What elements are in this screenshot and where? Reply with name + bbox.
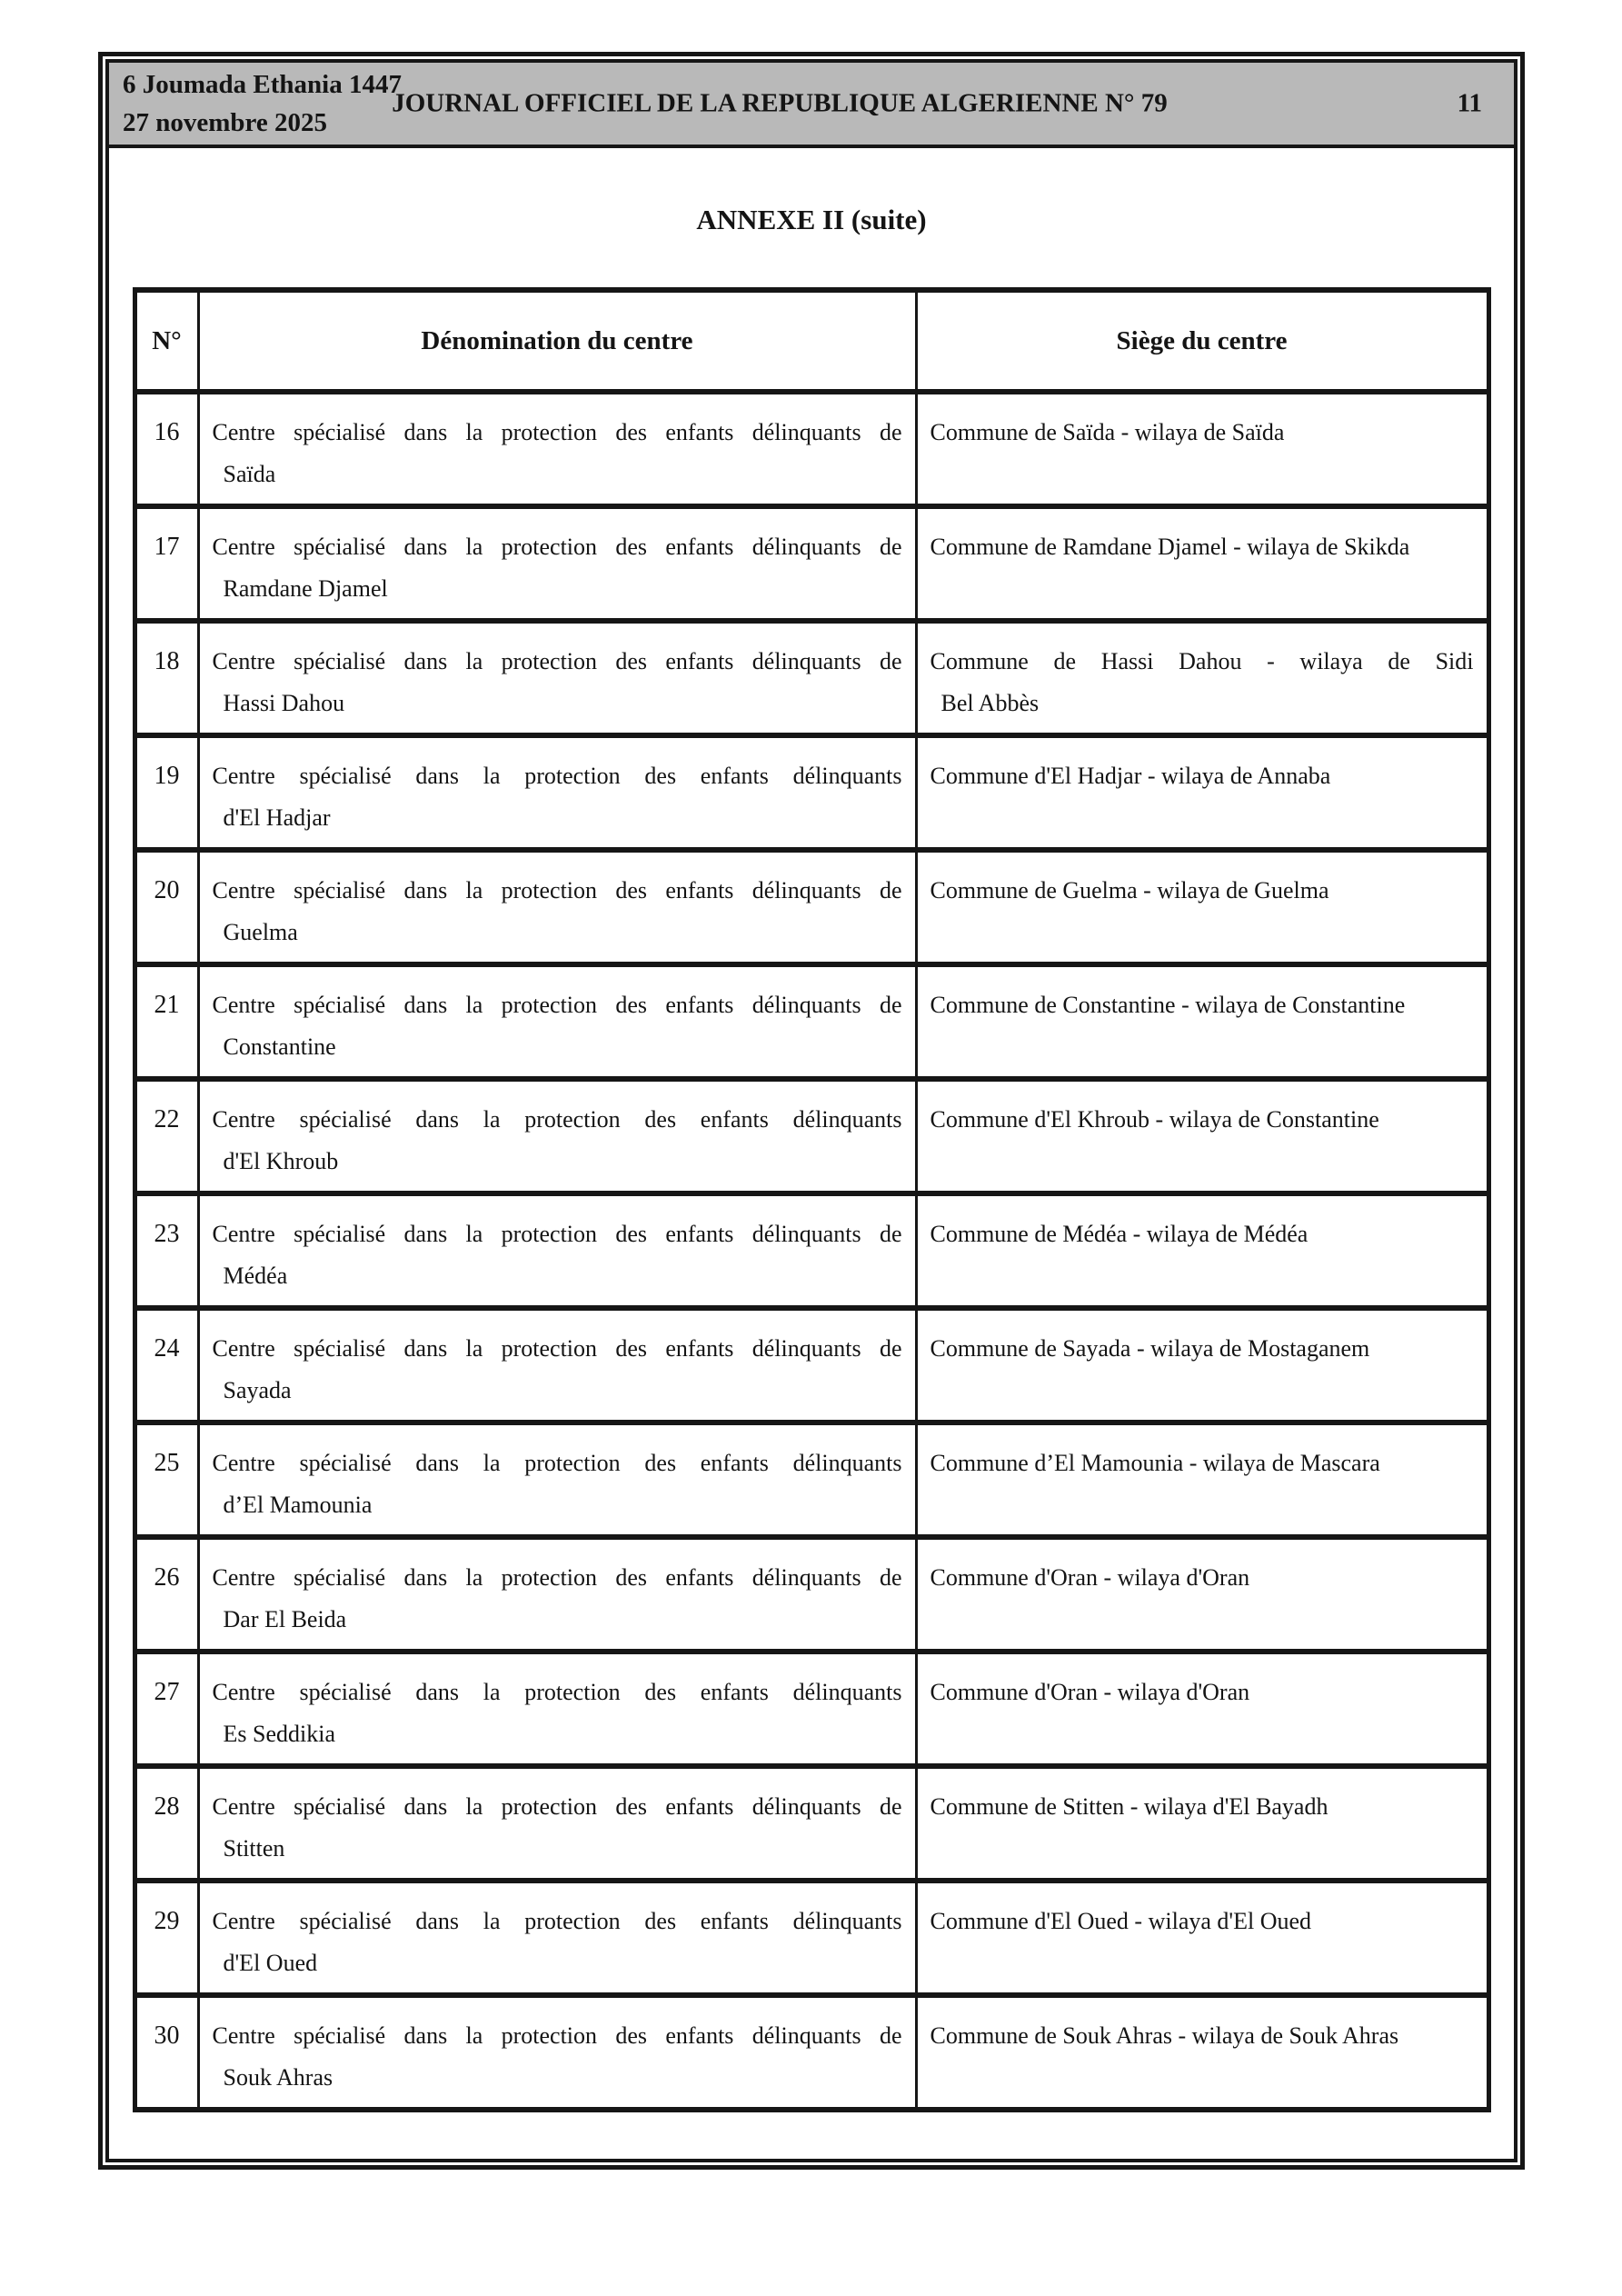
header-band bbox=[109, 63, 1514, 148]
centre-siege-line1: Commune de Médéa - wilaya de Médéa bbox=[930, 1221, 1309, 1247]
centre-siege-line1: Commune de Souk Ahras - wilaya de Souk Ahras bbox=[930, 2022, 1399, 2049]
table-row bbox=[134, 850, 1488, 964]
centre-denomination-line2: Souk Ahras bbox=[223, 2064, 333, 2091]
centre-denomination-line2: Ramdane Djamel bbox=[223, 575, 388, 602]
col-header-num: N° bbox=[134, 290, 198, 392]
centre-siege-cell bbox=[916, 1537, 1488, 1652]
row-number: 27 bbox=[134, 1652, 198, 1766]
centre-siege-line1: Commune de Ramdane Djamel - wilaya de Skikda bbox=[930, 534, 1410, 560]
centre-siege-line1: Commune d'El Oued - wilaya d'El Oued bbox=[930, 1908, 1312, 1934]
centre-denomination-line2: Constantine bbox=[223, 1033, 336, 1060]
table-header-row bbox=[134, 290, 1488, 392]
centre-siege-cell bbox=[916, 1881, 1488, 1995]
row-number: 24 bbox=[134, 1308, 198, 1423]
centre-siege-cell bbox=[916, 1308, 1488, 1423]
centre-siege-cell bbox=[916, 506, 1488, 621]
centre-denomination-cell bbox=[198, 506, 916, 621]
table-row bbox=[134, 1652, 1488, 1766]
table-row bbox=[134, 1079, 1488, 1193]
row-number: 17 bbox=[134, 506, 198, 621]
row-number: 19 bbox=[134, 735, 198, 850]
row-number: 30 bbox=[134, 1995, 198, 2110]
centre-denomination-line1: Centre spécialisé dans la protection des enfants délinquants bbox=[212, 1679, 902, 1705]
table-body bbox=[134, 392, 1488, 2110]
centres-table bbox=[133, 287, 1491, 2112]
row-number: 26 bbox=[134, 1537, 198, 1652]
row-number: 21 bbox=[134, 964, 198, 1079]
centre-siege-line1: Commune de Constantine - wilaya de Constantine bbox=[930, 992, 1406, 1018]
centre-siege-line1: Commune d'El Khroub - wilaya de Constantine bbox=[930, 1106, 1379, 1133]
table-row bbox=[134, 1423, 1488, 1537]
inner-frame bbox=[105, 59, 1518, 2162]
page-number: 11 bbox=[1457, 88, 1482, 118]
gregorian-date: 27 novembre 2025 bbox=[123, 108, 328, 137]
centre-denomination-line2: Guelma bbox=[223, 919, 298, 945]
centre-denomination-line1: Centre spécialisé dans la protection des enfants délinquants bbox=[212, 1450, 902, 1476]
row-number: 22 bbox=[134, 1079, 198, 1193]
centre-denomination-cell bbox=[198, 1423, 916, 1537]
centre-siege-line1: Commune de Saïda - wilaya de Saïda bbox=[930, 419, 1285, 445]
centre-denomination-cell bbox=[198, 1652, 916, 1766]
centre-denomination-line1: Centre spécialisé dans la protection des enfants délinquants de bbox=[212, 877, 902, 903]
table-row bbox=[134, 735, 1488, 850]
centre-siege-line1: Commune de Sayada - wilaya de Mostaganem bbox=[930, 1335, 1370, 1362]
centre-siege-line1: Commune de Guelma - wilaya de Guelma bbox=[930, 877, 1329, 903]
centre-denomination-line1: Centre spécialisé dans la protection des enfants délinquants de bbox=[212, 419, 902, 445]
row-number: 20 bbox=[134, 850, 198, 964]
centre-siege-line1: Commune d’El Mamounia - wilaya de Mascara bbox=[930, 1450, 1380, 1476]
centre-denomination-line2: d'El Oued bbox=[223, 1950, 318, 1976]
col-header-siege: Siège du centre bbox=[916, 290, 1488, 392]
centre-denomination-line1: Centre spécialisé dans la protection des enfants délinquants de bbox=[212, 2022, 902, 2049]
centre-siege-line2: Bel Abbès bbox=[940, 690, 1040, 716]
centre-denomination-cell bbox=[198, 964, 916, 1079]
centre-denomination-cell bbox=[198, 1766, 916, 1881]
centre-siege-cell bbox=[916, 1423, 1488, 1537]
row-number: 28 bbox=[134, 1766, 198, 1881]
centre-denomination-line1: Centre spécialisé dans la protection des enfants délinquants de bbox=[212, 534, 902, 560]
row-number: 29 bbox=[134, 1881, 198, 1995]
annexe-title: ANNEXE II (suite) bbox=[696, 204, 927, 235]
centre-denomination-cell bbox=[198, 1537, 916, 1652]
centre-denomination-line2: Dar El Beida bbox=[223, 1606, 347, 1632]
centre-denomination-line2: Saïda bbox=[223, 461, 276, 487]
centre-siege-line1: Commune d'Oran - wilaya d'Oran bbox=[930, 1679, 1250, 1705]
centre-denomination-line1: Centre spécialisé dans la protection des enfants délinquants bbox=[212, 763, 902, 789]
col-header-denomination: Dénomination du centre bbox=[198, 290, 916, 392]
centre-denomination-line1: Centre spécialisé dans la protection des enfants délinquants de bbox=[212, 1221, 902, 1247]
centre-denomination-cell bbox=[198, 850, 916, 964]
centre-denomination-line2: d’El Mamounia bbox=[223, 1492, 373, 1518]
centre-siege-cell bbox=[916, 1652, 1488, 1766]
page-frame bbox=[98, 52, 1525, 2170]
centre-siege-cell bbox=[916, 1079, 1488, 1193]
centre-denomination-cell bbox=[198, 1995, 916, 2110]
centre-siege-line1: Commune d'Oran - wilaya d'Oran bbox=[930, 1564, 1250, 1591]
centre-denomination-line2: Hassi Dahou bbox=[223, 690, 345, 716]
centre-denomination-line1: Centre spécialisé dans la protection des enfants délinquants de bbox=[212, 648, 902, 674]
centre-denomination-line2: Es Seddikia bbox=[223, 1721, 335, 1747]
centre-denomination-line1: Centre spécialisé dans la protection des enfants délinquants bbox=[212, 1106, 902, 1133]
centre-siege-cell bbox=[916, 1193, 1488, 1308]
row-number: 23 bbox=[134, 1193, 198, 1308]
table-row bbox=[134, 621, 1488, 735]
centre-denomination-line1: Centre spécialisé dans la protection des enfants délinquants de bbox=[212, 992, 902, 1018]
centre-siege-cell bbox=[916, 964, 1488, 1079]
table-row bbox=[134, 1193, 1488, 1308]
table-row bbox=[134, 1537, 1488, 1652]
centre-siege-cell bbox=[916, 392, 1488, 506]
centre-denomination-cell bbox=[198, 392, 916, 506]
centre-denomination-cell bbox=[198, 621, 916, 735]
centre-siege-cell bbox=[916, 621, 1488, 735]
centre-siege-line1: Commune d'El Hadjar - wilaya de Annaba bbox=[930, 763, 1331, 789]
centre-siege-cell bbox=[916, 1766, 1488, 1881]
table-row bbox=[134, 1766, 1488, 1881]
centre-denomination-cell bbox=[198, 1193, 916, 1308]
row-number: 18 bbox=[134, 621, 198, 735]
centre-siege-cell bbox=[916, 1995, 1488, 2110]
centre-siege-line1: Commune de Hassi Dahou - wilaya de Sidi bbox=[930, 648, 1474, 674]
centre-siege-cell bbox=[916, 735, 1488, 850]
centre-denomination-line1: Centre spécialisé dans la protection des enfants délinquants de bbox=[212, 1335, 902, 1362]
centre-siege-line1: Commune de Stitten - wilaya d'El Bayadh bbox=[930, 1793, 1328, 1820]
journal-title: JOURNAL OFFICIEL DE LA REPUBLIQUE ALGERIENNE N° 79 bbox=[392, 88, 1168, 118]
centre-denomination-line2: Médéa bbox=[223, 1263, 288, 1289]
centre-denomination-line2: Stitten bbox=[223, 1835, 285, 1862]
centre-denomination-line2: d'El Hadjar bbox=[223, 804, 331, 831]
centre-denomination-line2: Sayada bbox=[223, 1377, 292, 1403]
table-row bbox=[134, 1995, 1488, 2110]
centre-siege-cell bbox=[916, 850, 1488, 964]
centre-denomination-cell bbox=[198, 1881, 916, 1995]
table-row bbox=[134, 964, 1488, 1079]
row-number: 16 bbox=[134, 392, 198, 506]
centre-denomination-line1: Centre spécialisé dans la protection des enfants délinquants bbox=[212, 1908, 902, 1934]
table-row bbox=[134, 1308, 1488, 1423]
centre-denomination-line1: Centre spécialisé dans la protection des enfants délinquants de bbox=[212, 1564, 902, 1591]
centre-denomination-cell bbox=[198, 1079, 916, 1193]
table-row bbox=[134, 506, 1488, 621]
centre-denomination-line2: d'El Khroub bbox=[223, 1148, 339, 1174]
table-row bbox=[134, 392, 1488, 506]
row-number: 25 bbox=[134, 1423, 198, 1537]
hijri-date: 6 Joumada Ethania 1447 bbox=[123, 70, 402, 99]
table-row bbox=[134, 1881, 1488, 1995]
centre-denomination-line1: Centre spécialisé dans la protection des enfants délinquants de bbox=[212, 1793, 902, 1820]
centre-denomination-cell bbox=[198, 1308, 916, 1423]
centre-denomination-cell bbox=[198, 735, 916, 850]
